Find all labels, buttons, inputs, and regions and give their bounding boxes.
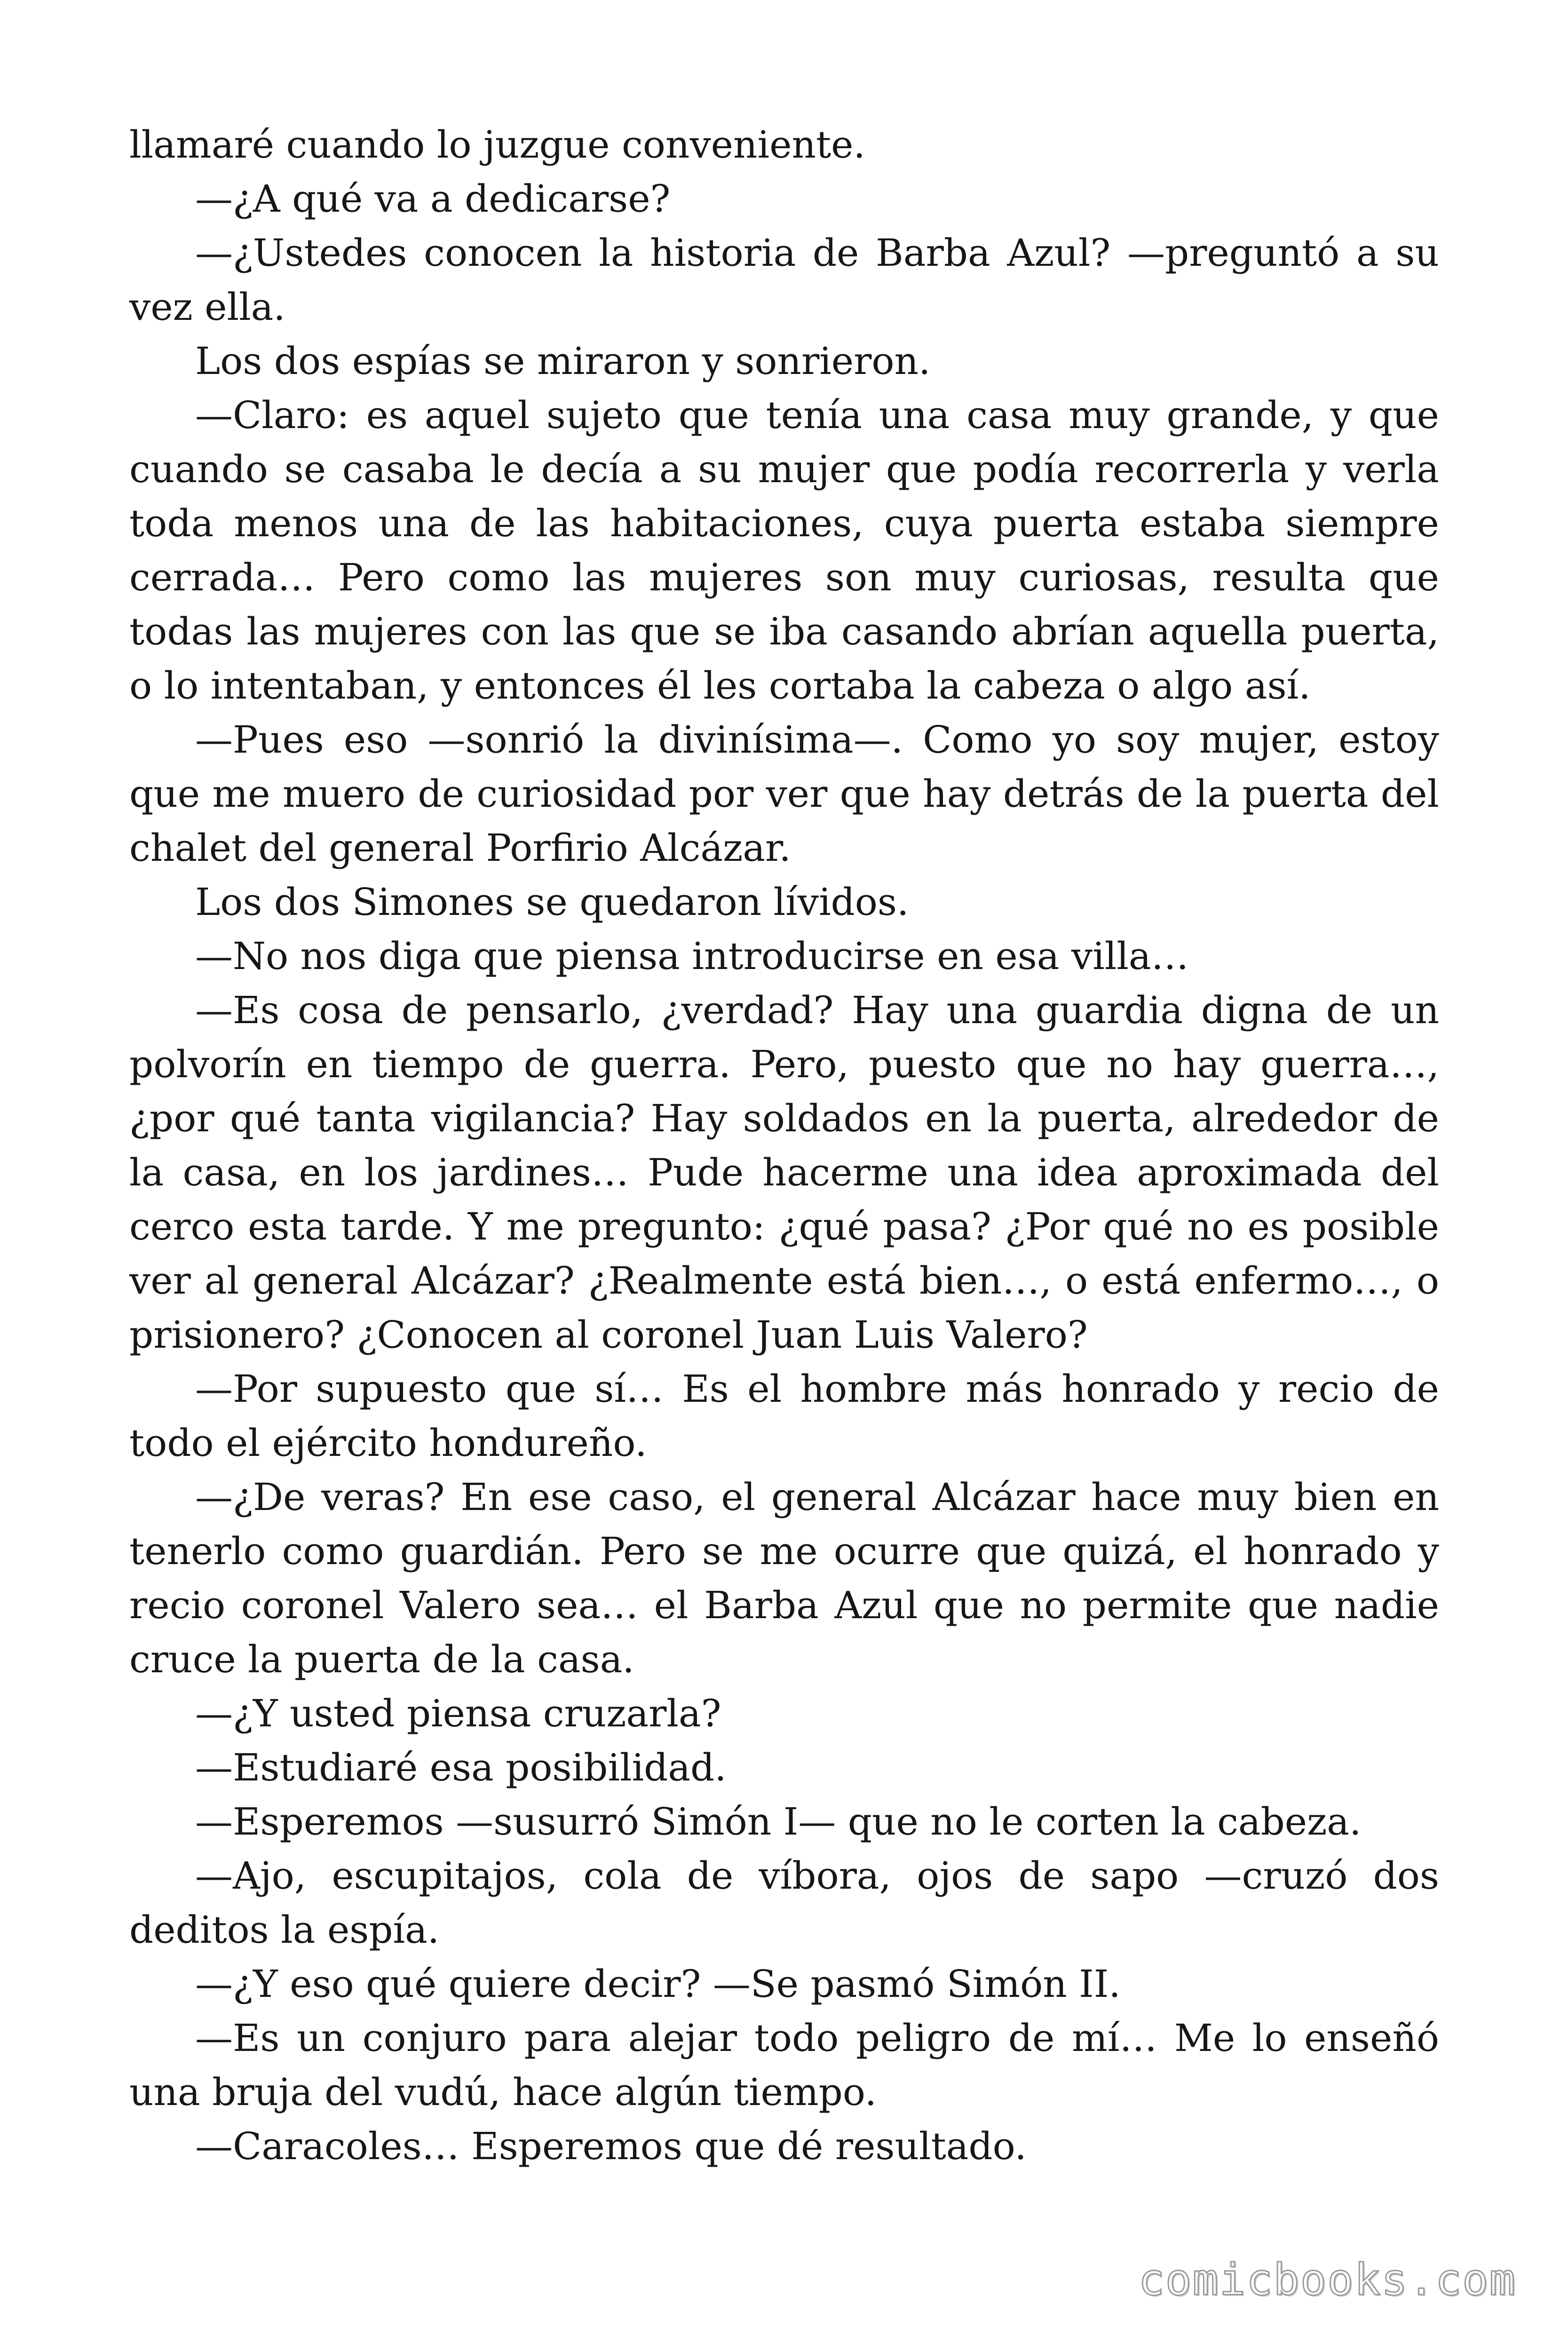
paragraph-9: —Es cosa de pensarlo, ¿verdad? Hay una guardia digna de un polvorín en tiempo de guerra. Pero, puesto que no hay guerra…, ¿por qué tanta vigilancia? Hay soldados en la puerta, alrededor de la casa, en los jardines… Pude hacerme una idea aproximada del cerco esta tarde. Y me pregunto: ¿qué pasa? ¿Por qué no es posible ver al general Alcázar? ¿Realmente está bien…, o está enfermo…, o prisionero? ¿Conocen al coronel Juan Luis Valero? xyxy=(129,988,1439,1357)
paragraph-17: —Es un conjuro para alejar todo peligro de mí… Me lo enseñó una bruja del vudú, hace algún tiempo. xyxy=(129,2016,1439,2114)
paragraph-10: —Por supuesto que sí… Es el hombre más honrado y recio de todo el ejército hondureño. xyxy=(129,1367,1439,1465)
paragraph-15: —Ajo, escupitajos, cola de víbora, ojos de sapo —cruzó dos deditos la espía. xyxy=(129,1854,1439,1952)
paragraph-6: —Pues eso —sonrió la divinísima—. Como yo soy mujer, estoy que me muero de curiosidad por ver que hay detrás de la puerta del chalet del general Porfirio Alcázar. xyxy=(129,718,1439,870)
paragraph-3: —¿Ustedes conocen la historia de Barba Azul? —preguntó a su vez ella. xyxy=(129,231,1439,329)
paragraph-8: —No nos diga que piensa introducirse en esa villa… xyxy=(195,934,1189,978)
paragraph-11: —¿De veras? En ese caso, el general Alcázar hace muy bien en tenerlo como guardián. Pero se me ocurre que quizá, el honrado y recio coronel Valero sea… el Barba Azul que no permite que nadie cruce la puerta de la casa. xyxy=(129,1475,1439,1681)
paragraph-12: —¿Y usted piensa cruzarla? xyxy=(195,1692,721,1735)
paragraph-16: —¿Y eso qué quiere decir? —Se pasmó Simón II. xyxy=(195,1962,1121,2006)
paragraph-18: —Caracoles… Esperemos que dé resultado. xyxy=(195,2124,1027,2168)
paragraph-5: —Claro: es aquel sujeto que tenía una casa muy grande, y que cuando se casaba le decía a su mujer que podía recorrerla y verla toda menos una de las habitaciones, cuya puerta estaba siempre cerrada… Pero como las mujeres son muy curiosas, resulta que todas las mujeres con las que se iba casando abrían aquella puerta, o lo intentaban, y entonces él les cortaba la cabeza o algo así. xyxy=(129,393,1439,707)
paragraph-7: Los dos Simones se quedaron lívidos. xyxy=(195,880,909,924)
site-watermark: comicbooks.com xyxy=(1138,2255,1516,2305)
paragraph-1: llamaré cuando lo juzgue conveniente. xyxy=(129,123,865,167)
paragraph-13: —Estudiaré esa posibilidad. xyxy=(195,1746,727,1789)
book-page xyxy=(129,118,1439,2187)
paragraph-14: —Esperemos —susurró Simón I— que no le corten la cabeza. xyxy=(195,1800,1362,1843)
paragraph-2: —¿A qué va a dedicarse? xyxy=(195,177,671,221)
paragraph-4: Los dos espías se miraron y sonrieron. xyxy=(195,339,931,383)
